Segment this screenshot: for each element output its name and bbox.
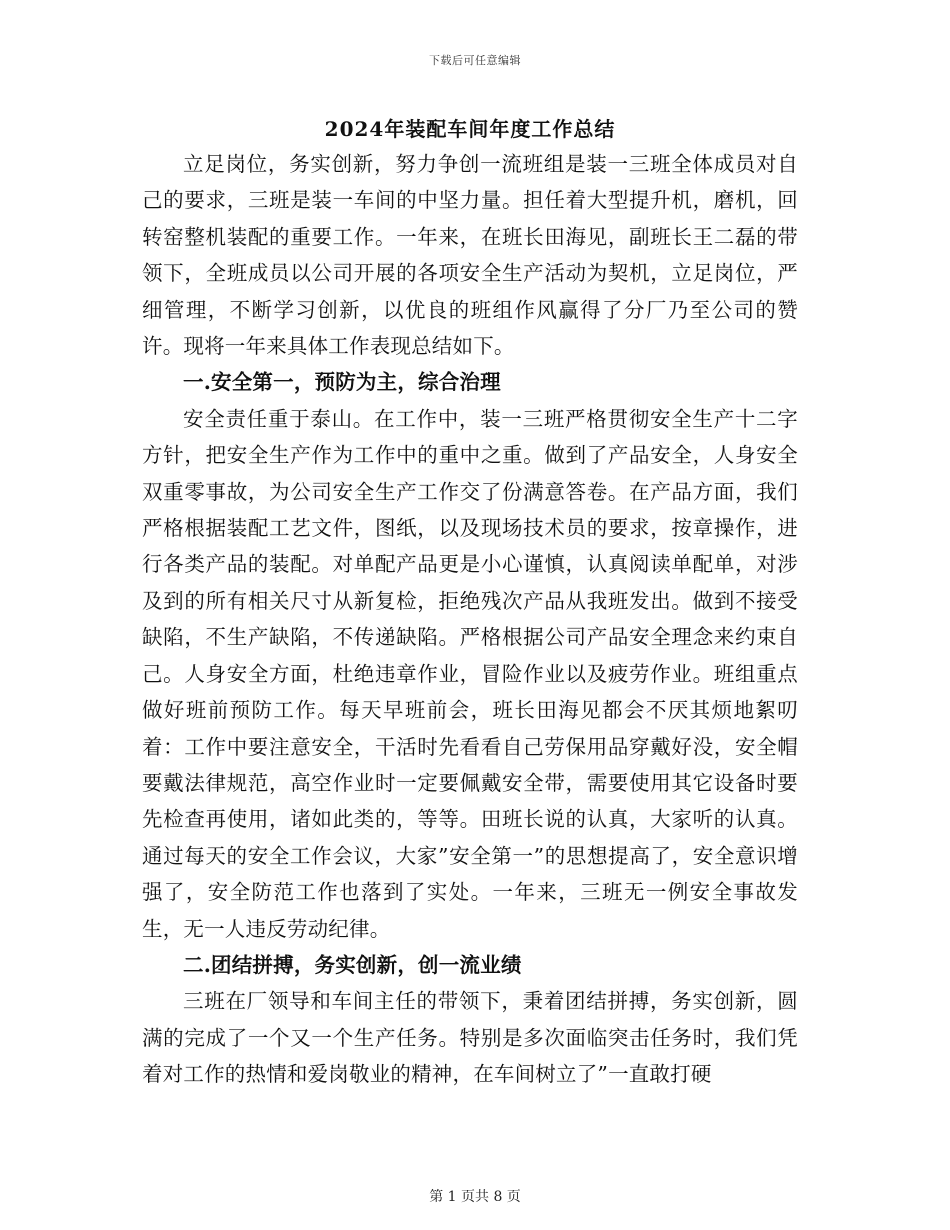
section-body-teamwork: 三班在厂领导和车间主任的带领下，秉着团结拼搏，务实创新，圆满的完成了一个又一个生产任务。特别是多次面临突击任务时，我们凭着对工作的热情和爱岗敬业的精神，在车间树立了”一直敢打硬 xyxy=(142,989,798,1087)
intro-paragraph: 立足岗位，务实创新，努力争创一流班组是装一三班全体成员对自己的要求，三班是装一车间的中坚力量。担任着大型提升机，磨机，回转窑整机装配的重要工作。一年来，在班长田海见，副班长王二磊的带领下，全班成员以公司开展的各项安全生产活动为契机，立足岗位，严细管理，不断学习创新，以优良的班组作风赢得了分厂乃至公司的赞许。现将一年来具体工作表现总结如下。 xyxy=(142,152,798,359)
document-title: 2024年装配车间年度工作总结 xyxy=(324,117,616,141)
section-body-safety: 安全责任重于泰山。在工作中，装一三班严格贯彻安全生产十二字方针，把安全生产作为工作中的重中之重。做到了产品安全，人身安全双重零事故，为公司安全生产工作交了份满意答卷。在产品方面，我们严格根据装配工艺文件，图纸，以及现场技术员的要求，按章操作，进行各类产品的装配。对单配产品更是小心谨慎，认真阅读单配单，对涉及到的所有相关尺寸从新复检，拒绝残次产品从我班发出。做到不接受缺陷，不生产缺陷，不传递缺陷。严格根据公司产品安全理念来约束自己。人身安全方面，杜绝违章作业，冒险作业以及疲劳作业。班组重点做好班前预防工作。每天早班前会，班长田海见都会不厌其烦地絮叨着：工作中要注意安全，干活时先看看自己劳保用品穿戴好没，安全帽要戴法律规范，高空作业时一定要佩戴安全带，需要使用其它设备时要先检查再使用，诸如此类的，等等。田班长说的认真，大家听的认真。通过每天的安全工作会议，大家”安全第一”的思想提高了，安全意识增强了，安全防范工作也落到了实处。一年来，三班无一例安全事故发生，无一人违反劳动纪律。 xyxy=(142,406,798,941)
header-note: 下载后可任意编辑 xyxy=(429,54,521,67)
page-number-footer: 第 1 页共 8 页 xyxy=(429,1189,521,1205)
document-body xyxy=(142,112,798,1093)
section-heading-safety: 一.安全第一，预防为主，综合治理 xyxy=(183,370,501,395)
section-heading-teamwork: 二.团结拼搏，务实创新，创一流业绩 xyxy=(183,952,522,977)
